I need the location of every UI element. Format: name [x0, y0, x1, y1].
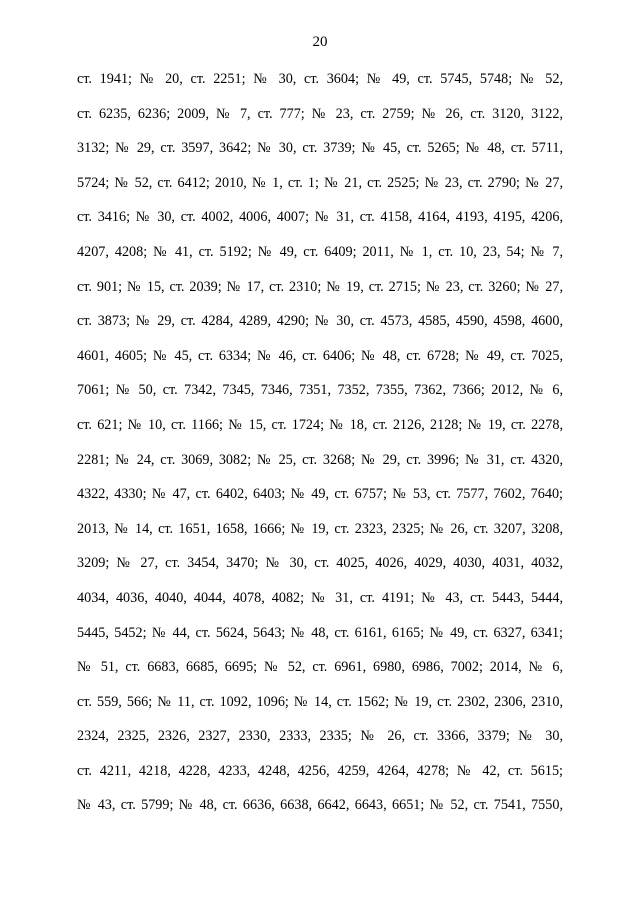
- text-line: 3209; № 27, ст. 3454, 3470; № 30, ст. 4025, 4026, 4029, 4030, 4031, 4032,: [77, 555, 563, 572]
- text-line: ст. 4211, 4218, 4228, 4233, 4248, 4256, 4259, 4264, 4278; № 42, ст. 5615;: [77, 762, 563, 779]
- text-line: 5445, 5452; № 44, ст. 5624, 5643; № 48, ст. 6161, 6165; № 49, ст. 6327, 6341;: [77, 624, 563, 641]
- text-line: ст. 3416; № 30, ст. 4002, 4006, 4007; № 31, ст. 4158, 4164, 4193, 4195, 4206,: [77, 209, 563, 226]
- text-line: 4034, 4036, 4040, 4044, 4078, 4082; № 31, ст. 4191; № 43, ст. 5443, 5444,: [77, 589, 563, 606]
- text-line: 2281; № 24, ст. 3069, 3082; № 25, ст. 3268; № 29, ст. 3996; № 31, ст. 4320,: [77, 451, 563, 468]
- text-line: № 51, ст. 6683, 6685, 6695; № 52, ст. 6961, 6980, 6986, 7002; 2014, № 6,: [77, 659, 563, 676]
- text-line: ст. 559, 566; № 11, ст. 1092, 1096; № 14, ст. 1562; № 19, ст. 2302, 2306, 2310,: [77, 693, 563, 710]
- text-line: 3132; № 29, ст. 3597, 3642; № 30, ст. 3739; № 45, ст. 5265; № 48, ст. 5711,: [77, 140, 563, 157]
- body-text: [77, 70, 563, 831]
- text-line: 2324, 2325, 2326, 2327, 2330, 2333, 2335; № 26, ст. 3366, 3379; № 30,: [77, 728, 563, 745]
- text-line: ст. 901; № 15, ст. 2039; № 17, ст. 2310; № 19, ст. 2715; № 23, ст. 3260; № 27,: [77, 278, 563, 295]
- text-line: 4601, 4605; № 45, ст. 6334; № 46, ст. 6406; № 48, ст. 6728; № 49, ст. 7025,: [77, 347, 563, 364]
- text-line: 2013, № 14, ст. 1651, 1658, 1666; № 19, ст. 2323, 2325; № 26, ст. 3207, 3208,: [77, 520, 563, 537]
- text-line: № 43, ст. 5799; № 48, ст. 6636, 6638, 6642, 6643, 6651; № 52, ст. 7541, 7550,: [77, 797, 563, 814]
- text-line: ст. 6235, 6236; 2009, № 7, ст. 777; № 23, ст. 2759; № 26, ст. 3120, 3122,: [77, 105, 563, 122]
- text-line: 4207, 4208; № 41, ст. 5192; № 49, ст. 6409; 2011, № 1, ст. 10, 23, 54; № 7,: [77, 243, 563, 260]
- text-line: ст. 1941; № 20, ст. 2251; № 30, ст. 3604; № 49, ст. 5745, 5748; № 52,: [77, 71, 563, 87]
- text-line: 7061; № 50, ст. 7342, 7345, 7346, 7351, 7352, 7355, 7362, 7366; 2012, № 6,: [77, 382, 563, 399]
- text-line: 5724; № 52, ст. 6412; 2010, № 1, ст. 1; № 21, ст. 2525; № 23, ст. 2790; № 27,: [77, 174, 563, 191]
- page-number: 20: [312, 34, 328, 50]
- text-line: 4322, 4330; № 47, ст. 6402, 6403; № 49, ст. 6757; № 53, ст. 7577, 7602, 7640;: [77, 486, 563, 503]
- text-line: ст. 3873; № 29, ст. 4284, 4289, 4290; № 30, ст. 4573, 4585, 4590, 4598, 4600,: [77, 313, 563, 330]
- text-line: ст. 621; № 10, ст. 1166; № 15, ст. 1724; № 18, ст. 2126, 2128; № 19, ст. 2278,: [77, 416, 563, 433]
